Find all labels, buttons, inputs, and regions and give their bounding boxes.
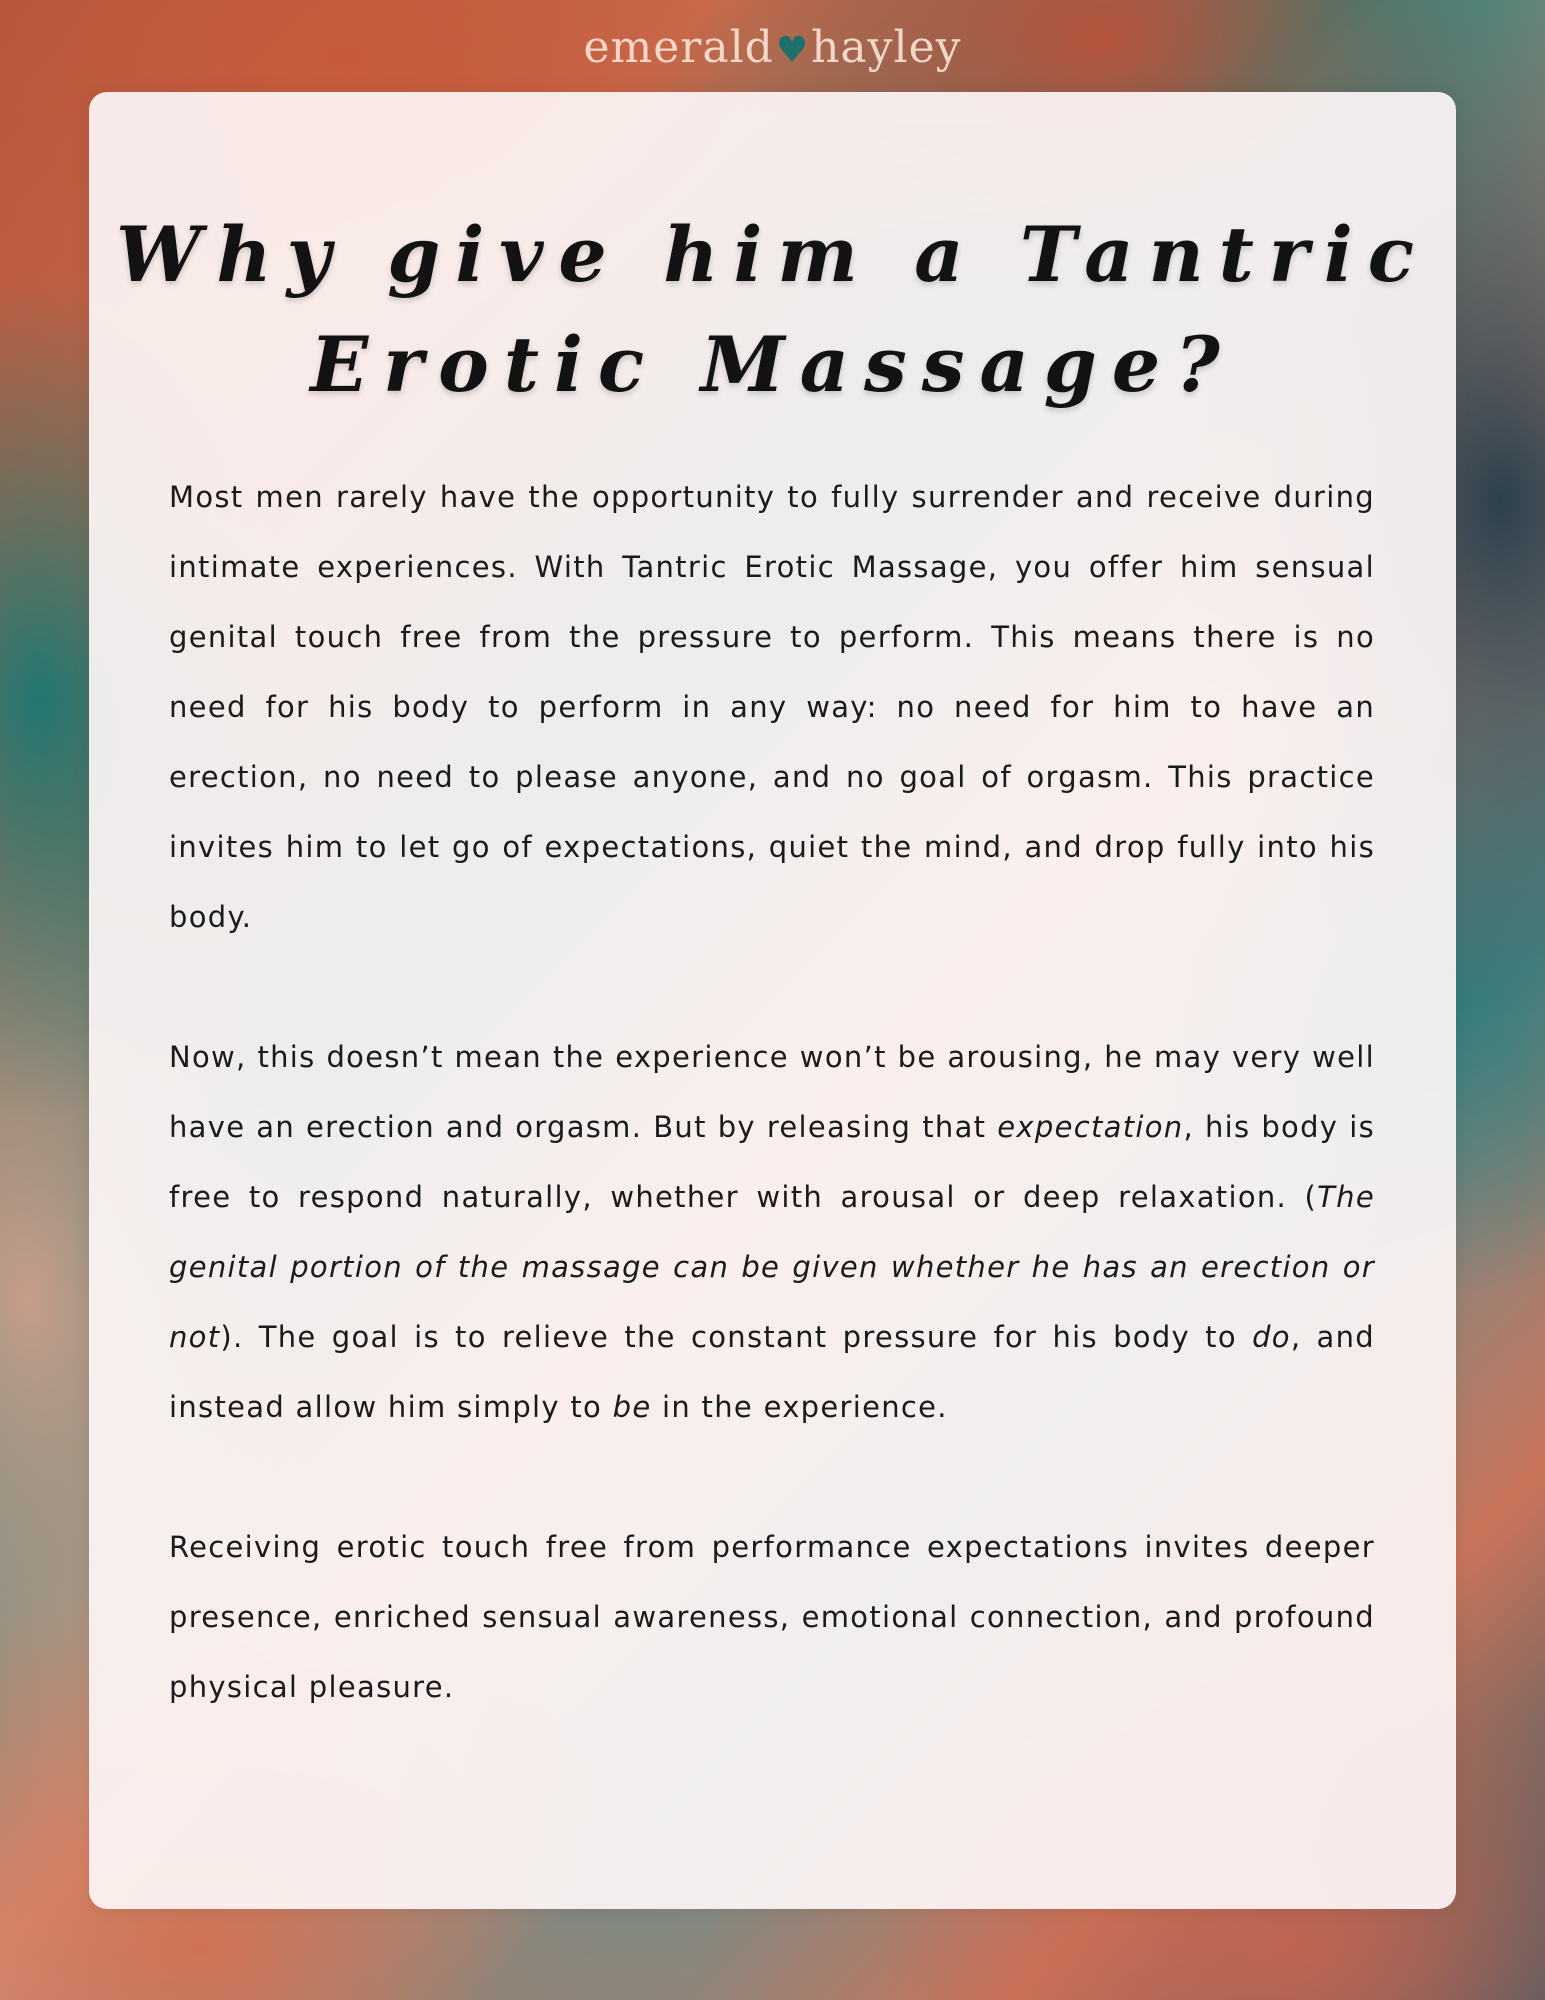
paragraph-2-italic-1: expectation xyxy=(997,1110,1184,1144)
paragraph-2-part-3: ). The goal is to relieve the constant pressure for his body to xyxy=(220,1320,1253,1354)
logo-text-left: emerald xyxy=(583,22,774,73)
paragraph-3: Receiving erotic touch free from performance expectations invites deeper presence, enriched sensual awareness, emotional connection, and profound physical pleasure. xyxy=(169,1530,1375,1704)
logo-text-right: hayley xyxy=(811,22,962,73)
content-card xyxy=(89,92,1456,1909)
paragraph-2-part-2: , his body is free to respond naturally, whether with arousal or deep relaxation. ( xyxy=(169,1110,1375,1214)
paragraph-2-part-1: Now, this doesn’t mean the experience won’t be arousing, he may very well have an erection and orgasm. But by releasing that xyxy=(169,1040,1375,1144)
title-line-2: Erotic Massage? xyxy=(310,320,1235,409)
heart-icon: ♥ xyxy=(775,30,810,71)
page-title xyxy=(89,200,1456,420)
paragraph-2-part-5: in the experience. xyxy=(651,1390,948,1424)
paragraph-2 xyxy=(169,1022,1375,1442)
paragraph-1: Most men rarely have the opportunity to fully surrender and receive during intimate experiences. With Tantric Erotic Massage, you offer him sensual genital touch free from the pressure to perform. This means there is no need for his body to perform in any way: no need for him to have an erection, no need to please anyone, and no goal of orgasm. This practice invites him to let go of expectations, quiet the mind, and drop fully into his body. xyxy=(169,480,1375,934)
brand-logo xyxy=(0,18,1545,81)
paragraph-2-part-4: , and instead allow him simply to xyxy=(169,1320,1376,1424)
paragraph-2-italic-3: do xyxy=(1252,1320,1291,1354)
paragraph-2-italic-2: The genital portion of the massage can be given whether he has an erection or not xyxy=(169,1180,1375,1354)
title-line-1: Why give him a Tantric xyxy=(116,210,1429,299)
body-text xyxy=(169,462,1375,1722)
paragraph-2-italic-4: be xyxy=(612,1390,652,1424)
